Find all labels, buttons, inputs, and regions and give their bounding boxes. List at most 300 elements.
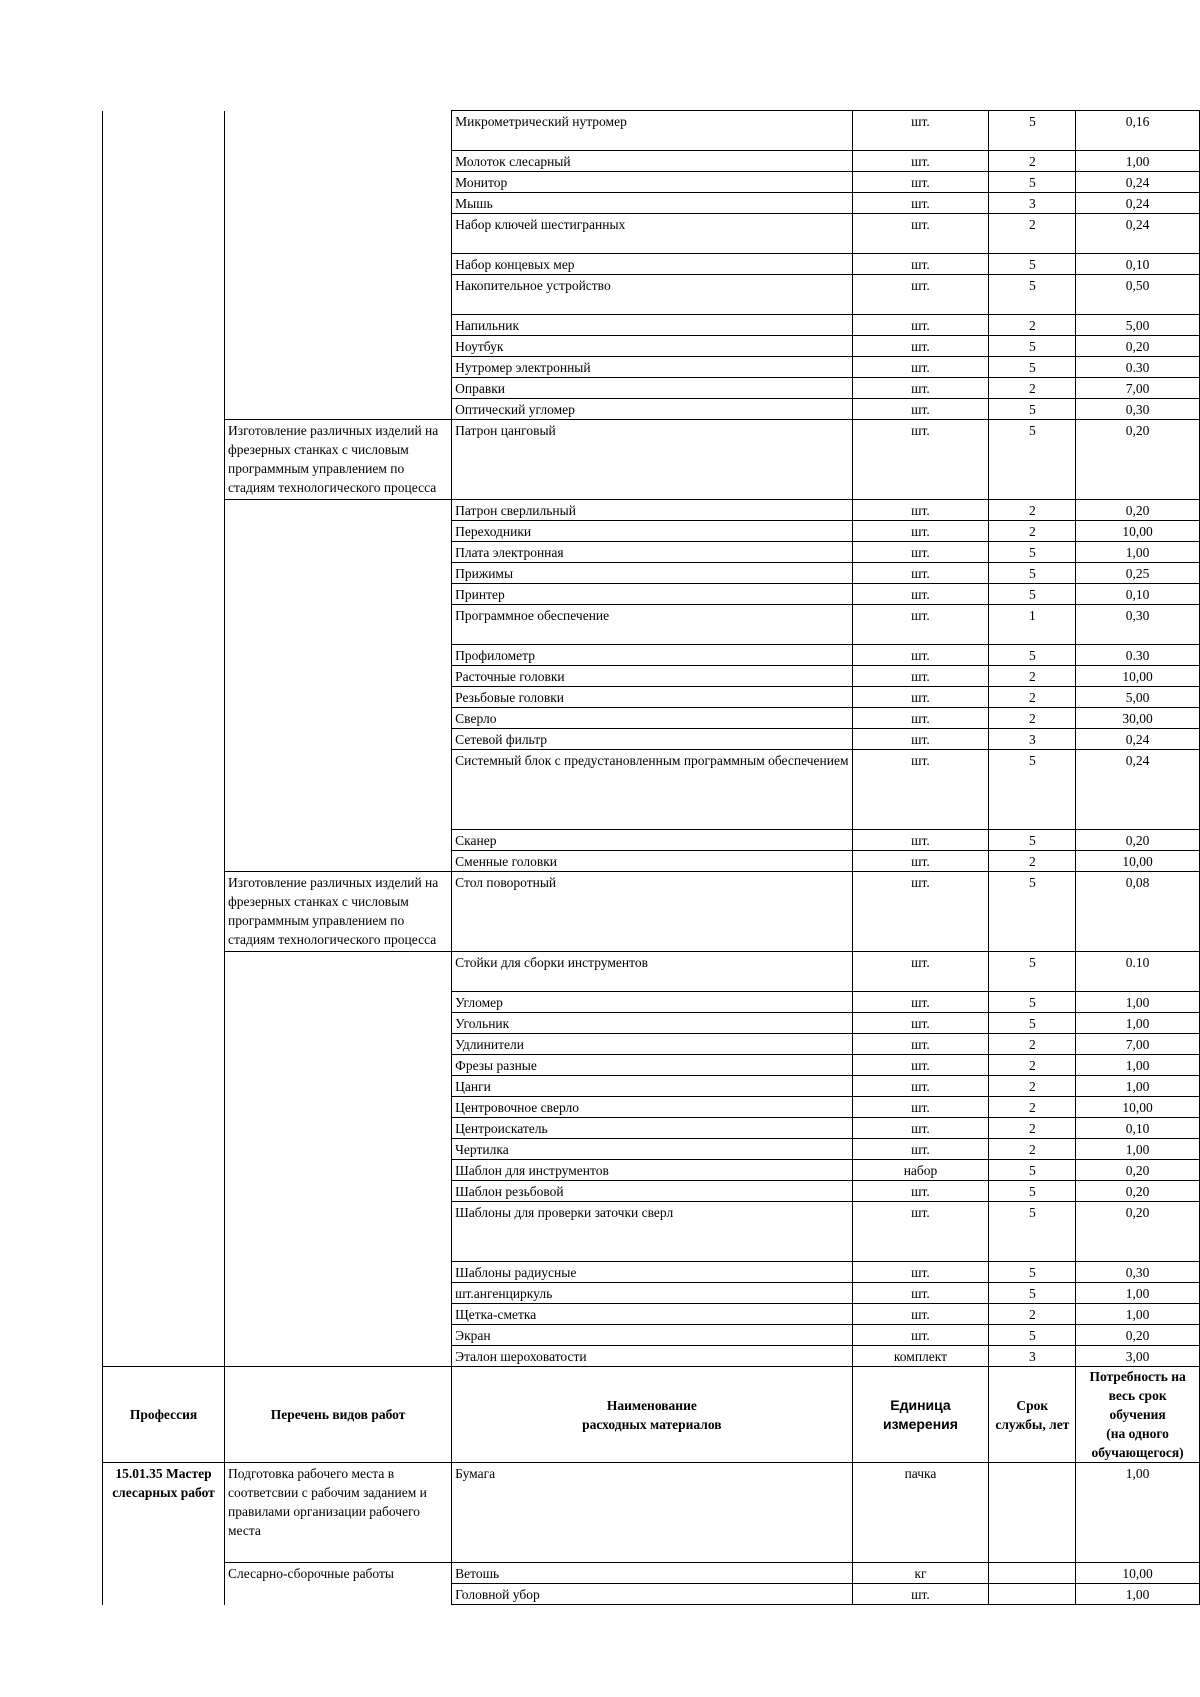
- requirement-cell: 0,20: [1076, 420, 1200, 500]
- work-type-cell: [225, 645, 452, 666]
- table-row: [103, 1325, 1200, 1346]
- unit-cell: шт.: [852, 1262, 989, 1283]
- material-name-cell: Оправки: [452, 378, 852, 399]
- unit-cell: шт.: [852, 750, 989, 830]
- unit-cell: шт.: [852, 584, 989, 605]
- table-row: [103, 666, 1200, 687]
- unit-cell: шт.: [852, 872, 989, 952]
- service-life-cell: [989, 1463, 1076, 1563]
- table-row: [103, 315, 1200, 336]
- work-type-cell: [225, 1283, 452, 1304]
- work-type-cell: [225, 357, 452, 378]
- table-row: [103, 687, 1200, 708]
- work-type-cell: [225, 1262, 452, 1283]
- requirement-cell: 0,20: [1076, 1181, 1200, 1202]
- unit-cell: шт.: [852, 1055, 989, 1076]
- work-type-cell: [225, 1202, 452, 1262]
- profession-cell: [103, 357, 225, 378]
- service-life-cell: 2: [989, 500, 1076, 521]
- material-name-cell: Принтер: [452, 584, 852, 605]
- table-row: [103, 1202, 1200, 1262]
- requirement-cell: 0,50: [1076, 275, 1200, 315]
- service-life-cell: 5: [989, 111, 1076, 151]
- material-name-cell: Чертилка: [452, 1139, 852, 1160]
- table-row: [103, 1076, 1200, 1097]
- work-type-cell: [225, 111, 452, 151]
- requirement-cell: 1,00: [1076, 151, 1200, 172]
- table-row: [103, 992, 1200, 1013]
- requirement-cell: 0.10: [1076, 952, 1200, 992]
- unit-cell: кг: [852, 1563, 989, 1584]
- work-type-cell: [225, 1304, 452, 1325]
- material-name-cell: Центроискатель: [452, 1118, 852, 1139]
- material-name-cell: Головной убор: [452, 1584, 852, 1605]
- table-row: [103, 336, 1200, 357]
- requirement-cell: 7,00: [1076, 378, 1200, 399]
- work-type-cell: [225, 151, 452, 172]
- work-type-cell: [225, 1160, 452, 1181]
- profession-cell: [103, 172, 225, 193]
- work-type-cell: [225, 214, 452, 254]
- table-row: [103, 111, 1200, 151]
- unit-cell: шт.: [852, 1304, 989, 1325]
- material-name-cell: Фрезы разные: [452, 1055, 852, 1076]
- table-row: [103, 1097, 1200, 1118]
- header-row: [103, 1367, 1200, 1463]
- requirement-cell: 0,25: [1076, 563, 1200, 584]
- work-type-cell: [225, 521, 452, 542]
- requirement-cell: 0,08: [1076, 872, 1200, 952]
- table-row: [103, 357, 1200, 378]
- profession-cell: [103, 151, 225, 172]
- work-type-cell: [225, 1055, 452, 1076]
- table-row: [103, 521, 1200, 542]
- profession-cell: [103, 1055, 225, 1076]
- profession-cell: [103, 1202, 225, 1262]
- requirement-cell: 0.30: [1076, 357, 1200, 378]
- unit-cell: шт.: [852, 111, 989, 151]
- profession-cell: [103, 1013, 225, 1034]
- material-name-cell: Шаблон для инструментов: [452, 1160, 852, 1181]
- unit-cell: пачка: [852, 1463, 989, 1563]
- materials-table: [102, 110, 1200, 1605]
- header-works: Перечень видов работ: [225, 1367, 452, 1463]
- service-life-cell: 5: [989, 420, 1076, 500]
- requirement-cell: 0,30: [1076, 605, 1200, 645]
- material-name-cell: Плата электронная: [452, 542, 852, 563]
- material-name-cell: Щетка-сметка: [452, 1304, 852, 1325]
- unit-cell: шт.: [852, 1034, 989, 1055]
- unit-cell: шт.: [852, 315, 989, 336]
- service-life-cell: 5: [989, 1160, 1076, 1181]
- material-name-cell: Монитор: [452, 172, 852, 193]
- material-name-cell: Ветошь: [452, 1563, 852, 1584]
- service-life-cell: 2: [989, 214, 1076, 254]
- requirement-cell: 0,20: [1076, 336, 1200, 357]
- service-life-cell: 5: [989, 275, 1076, 315]
- table-body-continued: [103, 111, 1200, 1367]
- profession-cell: [103, 830, 225, 851]
- service-life-cell: 2: [989, 1034, 1076, 1055]
- requirement-cell: 0,20: [1076, 500, 1200, 521]
- service-life-cell: 5: [989, 952, 1076, 992]
- unit-cell: шт.: [852, 193, 989, 214]
- table-row: [103, 851, 1200, 872]
- profession-cell: [103, 275, 225, 315]
- profession-cell: [103, 605, 225, 645]
- requirement-cell: 1,00: [1076, 1304, 1200, 1325]
- unit-cell: шт.: [852, 1013, 989, 1034]
- service-life-cell: 5: [989, 542, 1076, 563]
- table-row: [103, 1013, 1200, 1034]
- table-row: [103, 1346, 1200, 1367]
- work-type-cell: Изготовление различных изделий на фрезерных станках с числовым программным управлением по стадиям технологического процесса: [225, 420, 452, 500]
- profession-cell: [103, 1139, 225, 1160]
- service-life-cell: [989, 1563, 1076, 1584]
- service-life-cell: 2: [989, 851, 1076, 872]
- work-type-cell: [225, 729, 452, 750]
- material-name-cell: Набор ключей шестигранных: [452, 214, 852, 254]
- table-row: [103, 729, 1200, 750]
- service-life-cell: 5: [989, 1202, 1076, 1262]
- profession-cell: [103, 1118, 225, 1139]
- requirement-cell: 0,20: [1076, 1202, 1200, 1262]
- requirement-cell: 0,24: [1076, 172, 1200, 193]
- material-name-cell: шт.ангенциркуль: [452, 1283, 852, 1304]
- unit-cell: шт.: [852, 420, 989, 500]
- profession-cell: [103, 1034, 225, 1055]
- unit-cell: шт.: [852, 378, 989, 399]
- work-type-cell: [225, 952, 452, 992]
- material-name-cell: Бумага: [452, 1463, 852, 1563]
- profession-cell: [103, 521, 225, 542]
- work-type-cell: [225, 992, 452, 1013]
- work-type-cell: [225, 1139, 452, 1160]
- table-row: [103, 254, 1200, 275]
- requirement-cell: 0,10: [1076, 254, 1200, 275]
- profession-cell: [103, 193, 225, 214]
- work-type-cell: [225, 172, 452, 193]
- service-life-cell: 2: [989, 666, 1076, 687]
- unit-cell: шт.: [852, 992, 989, 1013]
- service-life-cell: 2: [989, 1118, 1076, 1139]
- unit-cell: шт.: [852, 708, 989, 729]
- profession-cell: [103, 214, 225, 254]
- profession-cell: [103, 872, 225, 952]
- service-life-cell: 2: [989, 1097, 1076, 1118]
- requirement-cell: 1,00: [1076, 542, 1200, 563]
- service-life-cell: 5: [989, 1325, 1076, 1346]
- table-row: [103, 645, 1200, 666]
- material-name-cell: Прижимы: [452, 563, 852, 584]
- work-type-cell: [225, 1118, 452, 1139]
- table-row: [103, 708, 1200, 729]
- work-type-cell: [225, 750, 452, 830]
- unit-cell: шт.: [852, 952, 989, 992]
- material-name-cell: Мышь: [452, 193, 852, 214]
- service-life-cell: 2: [989, 521, 1076, 542]
- unit-cell: шт.: [852, 357, 989, 378]
- work-type-cell: [225, 687, 452, 708]
- requirement-cell: 0,20: [1076, 1325, 1200, 1346]
- header-need: Потребность на весь срок обучения (на одного обучающегося): [1076, 1367, 1200, 1463]
- profession-cell: [103, 851, 225, 872]
- service-life-cell: 5: [989, 563, 1076, 584]
- unit-cell: шт.: [852, 172, 989, 193]
- service-life-cell: 2: [989, 1076, 1076, 1097]
- material-name-cell: Расточные головки: [452, 666, 852, 687]
- work-type-cell: [225, 666, 452, 687]
- material-name-cell: Патрон сверлильный: [452, 500, 852, 521]
- material-name-cell: Программное обеспечение: [452, 605, 852, 645]
- requirement-cell: 0,16: [1076, 111, 1200, 151]
- work-type-cell: [225, 584, 452, 605]
- table-row: [103, 1034, 1200, 1055]
- material-name-cell: Ноутбук: [452, 336, 852, 357]
- work-type-cell: [225, 1181, 452, 1202]
- service-life-cell: 3: [989, 1346, 1076, 1367]
- profession-cell: [103, 729, 225, 750]
- table-row: [103, 193, 1200, 214]
- table-row: [103, 1262, 1200, 1283]
- profession-cell: [103, 254, 225, 275]
- work-type-cell: [225, 563, 452, 584]
- service-life-cell: 2: [989, 315, 1076, 336]
- unit-cell: шт.: [852, 729, 989, 750]
- table-row: [103, 1283, 1200, 1304]
- unit-cell: шт.: [852, 521, 989, 542]
- unit-cell: шт.: [852, 1325, 989, 1346]
- material-name-cell: Удлинители: [452, 1034, 852, 1055]
- unit-cell: шт.: [852, 500, 989, 521]
- material-name-cell: Микрометрический нутромер: [452, 111, 852, 151]
- service-life-cell: 2: [989, 1304, 1076, 1325]
- service-life-cell: 5: [989, 992, 1076, 1013]
- material-name-cell: Оптический угломер: [452, 399, 852, 420]
- material-name-cell: Стойки для сборки инструментов: [452, 952, 852, 992]
- unit-cell: шт.: [852, 214, 989, 254]
- table-row: [103, 420, 1200, 500]
- requirement-cell: 10,00: [1076, 666, 1200, 687]
- material-name-cell: Угольник: [452, 1013, 852, 1034]
- material-name-cell: Сменные головки: [452, 851, 852, 872]
- unit-cell: шт.: [852, 336, 989, 357]
- service-life-cell: 5: [989, 357, 1076, 378]
- material-name-cell: Стол поворотный: [452, 872, 852, 952]
- work-type-cell: [225, 1325, 452, 1346]
- header-profession: Профессия: [103, 1367, 225, 1463]
- unit-cell: шт.: [852, 830, 989, 851]
- profession-cell: [103, 315, 225, 336]
- service-life-cell: 2: [989, 687, 1076, 708]
- header-life: Срок службы, лет: [989, 1367, 1076, 1463]
- material-name-cell: Угломер: [452, 992, 852, 1013]
- profession-cell: [103, 420, 225, 500]
- unit-cell: шт.: [852, 151, 989, 172]
- requirement-cell: 1,00: [1076, 992, 1200, 1013]
- requirement-cell: 10,00: [1076, 851, 1200, 872]
- table-row: [103, 275, 1200, 315]
- profession-cell: [103, 708, 225, 729]
- material-name-cell: Накопительное устройство: [452, 275, 852, 315]
- service-life-cell: 5: [989, 1181, 1076, 1202]
- requirement-cell: 30,00: [1076, 708, 1200, 729]
- work-type-cell: [225, 500, 452, 521]
- table-row: [103, 830, 1200, 851]
- material-name-cell: Нутромер электронный: [452, 357, 852, 378]
- unit-cell: шт.: [852, 851, 989, 872]
- requirement-cell: 5,00: [1076, 687, 1200, 708]
- profession-cell: [103, 399, 225, 420]
- table-row: [103, 1160, 1200, 1181]
- profession-cell: [103, 584, 225, 605]
- service-life-cell: 5: [989, 399, 1076, 420]
- material-name-cell: Эталон шероховатости: [452, 1346, 852, 1367]
- work-type-cell: [225, 315, 452, 336]
- material-name-cell: Патрон цанговый: [452, 420, 852, 500]
- requirement-cell: 0.30: [1076, 645, 1200, 666]
- header-unit: Единица измерения: [852, 1367, 989, 1463]
- unit-cell: шт.: [852, 645, 989, 666]
- work-type-cell: Изготовление различных изделий на фрезерных станках с числовым программным управлением по стадиям технологического процесса: [225, 872, 452, 952]
- material-name-cell: Центровочное сверло: [452, 1097, 852, 1118]
- work-type-cell: [225, 851, 452, 872]
- material-name-cell: Профилометр: [452, 645, 852, 666]
- work-type-cell: [225, 1346, 452, 1367]
- requirement-cell: 10,00: [1076, 521, 1200, 542]
- service-life-cell: 2: [989, 1139, 1076, 1160]
- profession-cell: [103, 1325, 225, 1346]
- unit-cell: шт.: [852, 1181, 989, 1202]
- unit-cell: шт.: [852, 275, 989, 315]
- table-row: [103, 1181, 1200, 1202]
- table-row: [103, 1055, 1200, 1076]
- service-life-cell: 2: [989, 1055, 1076, 1076]
- service-life-cell: 5: [989, 336, 1076, 357]
- service-life-cell: 5: [989, 172, 1076, 193]
- service-life-cell: 3: [989, 193, 1076, 214]
- table-row: [103, 542, 1200, 563]
- material-name-cell: Шаблоны для проверки заточки сверл: [452, 1202, 852, 1262]
- profession-cell: [103, 1181, 225, 1202]
- requirement-cell: 0,20: [1076, 830, 1200, 851]
- table-row: [103, 872, 1200, 952]
- work-type-cell: Подготовка рабочего места в соответсвии с рабочим заданием и правилами организации рабочего места: [225, 1463, 452, 1563]
- unit-cell: шт.: [852, 1202, 989, 1262]
- service-life-cell: 1: [989, 605, 1076, 645]
- service-life-cell: 3: [989, 729, 1076, 750]
- service-life-cell: 5: [989, 1262, 1076, 1283]
- requirement-cell: 1,00: [1076, 1076, 1200, 1097]
- material-name-cell: Системный блок с предустановленным программным обеспечением: [452, 750, 852, 830]
- requirement-cell: 7,00: [1076, 1034, 1200, 1055]
- work-type-cell: [225, 378, 452, 399]
- material-name-cell: Шаблоны радиусные: [452, 1262, 852, 1283]
- requirement-cell: 0,24: [1076, 193, 1200, 214]
- service-life-cell: 5: [989, 1013, 1076, 1034]
- unit-cell: шт.: [852, 563, 989, 584]
- requirement-cell: 1,00: [1076, 1283, 1200, 1304]
- service-life-cell: 2: [989, 378, 1076, 399]
- work-type-cell: [225, 275, 452, 315]
- work-type-cell: [225, 193, 452, 214]
- unit-cell: шт.: [852, 1076, 989, 1097]
- profession-cell: [103, 1304, 225, 1325]
- header-materials: Наименование расходных материалов: [452, 1367, 852, 1463]
- table-row: [103, 1139, 1200, 1160]
- work-type-cell: Слесарно-сборочные работы: [225, 1563, 452, 1605]
- service-life-cell: 5: [989, 830, 1076, 851]
- material-name-cell: Сверло: [452, 708, 852, 729]
- work-type-cell: [225, 1076, 452, 1097]
- profession-cell: [103, 500, 225, 521]
- service-life-cell: 2: [989, 708, 1076, 729]
- table-header-block: [103, 1367, 1200, 1463]
- material-name-cell: Сканер: [452, 830, 852, 851]
- table-row: [103, 151, 1200, 172]
- service-life-cell: 5: [989, 254, 1076, 275]
- requirement-cell: 0,24: [1076, 750, 1200, 830]
- requirement-cell: 0,30: [1076, 399, 1200, 420]
- requirement-cell: 1,00: [1076, 1055, 1200, 1076]
- material-name-cell: Молоток слесарный: [452, 151, 852, 172]
- material-name-cell: Напильник: [452, 315, 852, 336]
- requirement-cell: 0,30: [1076, 1262, 1200, 1283]
- table-row: [103, 378, 1200, 399]
- table-row: [103, 1118, 1200, 1139]
- profession-cell: [103, 111, 225, 151]
- profession-cell: [103, 563, 225, 584]
- table-row: [103, 172, 1200, 193]
- work-type-cell: [225, 1013, 452, 1034]
- unit-cell: шт.: [852, 1139, 989, 1160]
- profession-cell: [103, 750, 225, 830]
- profession-cell: [103, 1160, 225, 1181]
- requirement-cell: 0,24: [1076, 214, 1200, 254]
- work-type-cell: [225, 708, 452, 729]
- unit-cell: комплект: [852, 1346, 989, 1367]
- material-name-cell: Набор концевых мер: [452, 254, 852, 275]
- unit-cell: шт.: [852, 1584, 989, 1605]
- profession-cell: [103, 1097, 225, 1118]
- work-type-cell: [225, 399, 452, 420]
- profession-cell: [103, 1346, 225, 1367]
- service-life-cell: [989, 1584, 1076, 1605]
- table-body-section: [103, 1463, 1200, 1605]
- requirement-cell: 10,00: [1076, 1563, 1200, 1584]
- profession-cell: [103, 378, 225, 399]
- requirement-cell: 1,00: [1076, 1139, 1200, 1160]
- requirement-cell: 1,00: [1076, 1584, 1200, 1605]
- requirement-cell: 0,24: [1076, 729, 1200, 750]
- material-name-cell: Сетевой фильтр: [452, 729, 852, 750]
- profession-cell: [103, 1283, 225, 1304]
- service-life-cell: 5: [989, 750, 1076, 830]
- profession-cell: [103, 1076, 225, 1097]
- profession-cell: [103, 1262, 225, 1283]
- requirement-cell: 10,00: [1076, 1097, 1200, 1118]
- service-life-cell: 5: [989, 584, 1076, 605]
- material-name-cell: Шаблон резьбовой: [452, 1181, 852, 1202]
- unit-cell: шт.: [852, 542, 989, 563]
- unit-cell: шт.: [852, 1118, 989, 1139]
- table-row: [103, 1304, 1200, 1325]
- profession-cell: [103, 645, 225, 666]
- material-name-cell: Переходники: [452, 521, 852, 542]
- service-life-cell: 5: [989, 872, 1076, 952]
- material-name-cell: Резьбовые головки: [452, 687, 852, 708]
- table-row: [103, 214, 1200, 254]
